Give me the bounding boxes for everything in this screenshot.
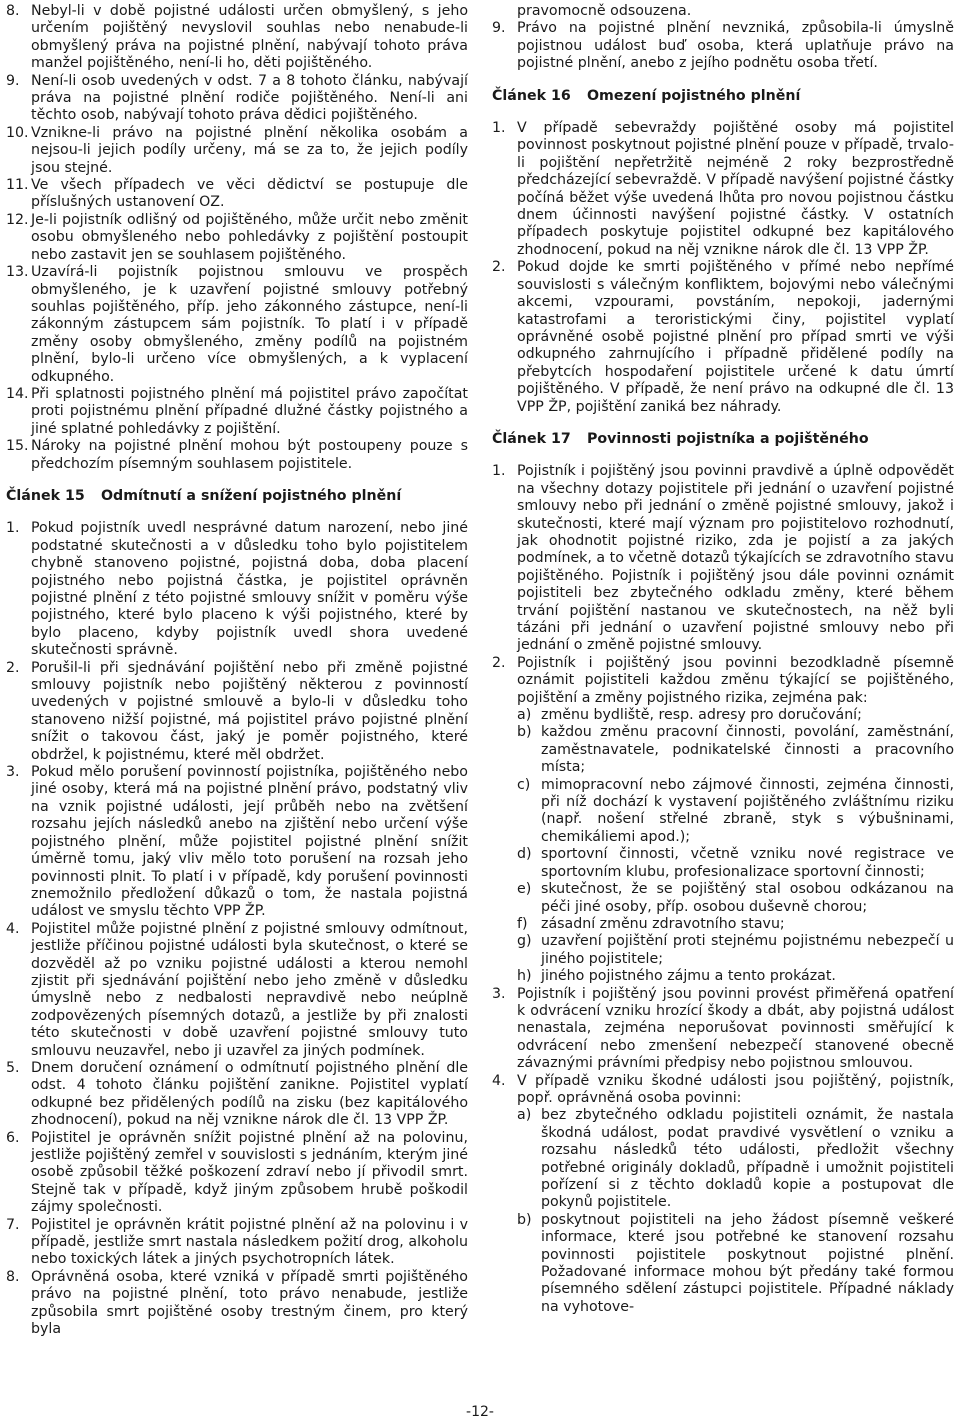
paragraph-number: 10. [6, 124, 29, 141]
paragraph-number: 13. [6, 264, 29, 281]
paragraph-text: Není-li osob uvedených v odst. 7 a 8 tohoto článku, nabývají práva na pojistné plnění rodiče pojištěného. Není-li ani těchto osob, nabývají tohoto práva dědici pojištěného. [31, 72, 468, 124]
paragraph-text: Pojistitel je oprávněn krátit pojistné plnění až na polovinu i v případě, jestliže smrt nastala následkem požití drog, alkoholu nebo toxických látek a jiných psychotropních látek. [31, 1216, 468, 1268]
sub-item [517, 881, 954, 916]
sub-item-text: každou změnu pracovní činnosti, povolání, zaměstnání, zaměstnavatele, podnikatelské činnosti a pracovního místa; [541, 724, 954, 776]
paragraph-text: Právo na pojistné plnění nevzniká, způsobila-li úmyslně pojistnou událost buď osoba, která uplatňuje právo na pojistné plnění, anebo z jejího podnětu osoba třetí. [517, 20, 954, 72]
paragraph-number: 1. [492, 463, 506, 480]
paragraph-text: Pojistník i pojištěný jsou povinni provést přiměřená opatření k odvrácení vzniku hrozící škody a dbát, aby pojistná událost nenastala, zejména neporušovat povinnosti směřující k odvrácení nebo zmenšení nebezpečí stanovené obecně závaznými právními předpisy nebo pojistnou smlouvou. [517, 985, 954, 1072]
paragraph-text: V případě sebevraždy pojištěné osoby má pojistitel povinnost poskytnout pojistné plnění pouze v případě, trvalo-li pojištění nepřetržitě nejméně 2 roky bezprostředně předcházející sebevraždě. V případě navýšení pojistné částky počíná běžet výše uvedená lhůta pro novou pojistnou částku dnem účinnosti navýšení pojistné částky. V ostatních případech poskytuje pojistitel odkupné bez kapitálového zhodnocení, pokud na něj vznikne nárok dle čl. 13 VPP ŽP. [517, 120, 954, 258]
sub-item-text: sportovní činnosti, včetně vzniku nové registrace ve sportovním klubu, profesionalizace sportovní činnosti; [541, 846, 954, 880]
article-14-paragraphs [6, 3, 468, 473]
paragraph-text: Pokud mělo porušení povinností pojistníka, pojištěného nebo jiné osoby, která má na pojistné plnění právo, podstatný vliv na vznik pojistné události, její průběh nebo na zvětšení rozsahu jejích následků anebo na zjištění nebo určení výše pojistného plnění, může pojistitel pojistné plnění snížit úměrně tomu, jaký vliv mělo toto porušení na rozsah jeho povinnosti plnit. To platí i v případě, kdy porušení povinnosti znemožnilo předložení důkazů o tom, že nastala pojistná událost ve smyslu těchto VPP ŽP. [31, 764, 468, 920]
sub-item-letter: c) [517, 776, 531, 793]
paragraph-number: 6. [6, 1129, 20, 1146]
sub-item-letter: g) [517, 933, 532, 950]
article-number: Článek 16 [492, 87, 571, 104]
paragraph-number: 4. [492, 1072, 506, 1089]
paragraph-number: 9. [6, 72, 20, 89]
paragraph [492, 986, 954, 1073]
paragraph-number: 8. [6, 1268, 20, 1285]
sub-item-text: jiného pojistného zájmu a tento prokázat. [541, 968, 836, 985]
sub-item-letter: d) [517, 846, 532, 863]
sub-item [517, 777, 954, 847]
sub-item-text: změnu bydliště, resp. adresy pro doručování; [541, 707, 862, 724]
sub-item [517, 724, 954, 776]
article-title: Povinnosti pojistníka a pojištěného [587, 430, 869, 447]
sub-item-text: skutečnost, že se pojištěný stal osobou odkázanou na péči jiné osoby, příp. osobou duševně chorou; [541, 881, 954, 915]
paragraph [6, 1130, 468, 1217]
sub-item-text: zásadní změnu zdravotního stavu; [541, 915, 785, 932]
paragraph-text: Pojistník i pojištěný jsou povinni bezodkladně písemně oznámit pojistiteli každou změnu týkající se pojištěného, pojištění a změny pojistného rizika, zejména pak: [517, 654, 954, 706]
sub-item [517, 933, 954, 968]
left-column [6, 3, 468, 1338]
paragraph-number: 7. [6, 1216, 20, 1233]
article-16-heading [492, 88, 954, 105]
paragraph-body [517, 655, 954, 986]
paragraph [6, 125, 468, 177]
paragraph-body [517, 1073, 954, 1317]
paragraph [6, 177, 468, 212]
paragraph [6, 264, 468, 386]
page-number: -12- [466, 1404, 494, 1420]
article-number: Článek 15 [6, 487, 85, 504]
sub-item [517, 846, 954, 881]
sub-item [517, 916, 954, 933]
article-17-heading [492, 431, 954, 448]
sub-item-text: poskytnout pojistiteli na jeho žádost písemně veškeré informace, které jsou potřebné ke stanovení rozsahu povinnosti pojistitele poskytnout pojistné plnění. Požadované informace mohou být předány také formou písemného sdělení zástupci pojistitele. Případné náklady na vyhotove- [541, 1211, 954, 1315]
paragraph-text: Pojistitel je oprávněn snížit pojistné plnění až na polovinu, jestliže pojištěný zemřel v souvislosti s jednáním, kterým jiné osobě způsobil těžké poškození zdraví nebo jí přivodil smrt. Stejně tak v případě, když jiným způsobem hrubě poškodil zájmy společnosti. [31, 1129, 468, 1216]
paragraph [492, 120, 954, 259]
paragraph [492, 655, 954, 986]
sub-item-letter: h) [517, 968, 532, 985]
paragraph-text: Při splatnosti pojistného plnění má pojistitel právo započítat proti pojistnému plnění případné dlužné částky pojistného a jiné splatné pohledávky z pojištění. [31, 385, 468, 437]
sub-item [517, 1107, 954, 1211]
continued-text: pravomocně odsouzena. [517, 3, 692, 19]
paragraph-number: 8. [6, 3, 20, 19]
article-16-paragraphs [492, 120, 954, 416]
paragraph [6, 764, 468, 921]
article-title: Omezení pojistného plnění [587, 87, 801, 104]
sub-item-letter: b) [517, 724, 532, 741]
sub-item [517, 968, 954, 985]
paragraph [6, 660, 468, 764]
paragraph-text: Nebyl-li v době pojistné události určen obmyšlený, s jeho určením pojištěný nevyslovil souhlas nebo nenabude-li obmyšlený práva na pojistné plnění, nabývají tohoto práva manžel pojištěného, není-li ho, děti pojištěného. [31, 3, 468, 72]
paragraph-text: Pojistník i pojištěný jsou povinni pravdivě a úplně odpovědět na všechny dotazy pojistitele při jednání o uzavření pojistné smlouvy nebo při jednání o změně pojistné smlouvy, jakož i skutečnosti, které mají význam pro pojistitelovo rozhodnutí, jak ohodnotit pojistné riziko, zda je pojistí a za jakých podmínek, a to včetně dotazů týkajících se zdravotního stavu pojištěného. Pojistník i pojištěný jsou dále povinni oznámit pojistiteli bez zbytečného odkladu změny, které během trvání pojištění nastanou ve skutečnostech, na něž byli tázáni při jednání o uzavření pojistné smlouvy nebo při jednání o změně pojistné smlouvy. [517, 463, 954, 654]
sub-item [517, 1212, 954, 1316]
paragraph-text: Dnem doručení oznámení o odmítnutí pojistného plnění dle odst. 4 tohoto článku pojištění zanikne. Pojistitel vyplatí odkupné bez přidělených podílů na zisku (bez kapitálového zhodnocení), pokud na něj vznikne nárok dle čl. 13 VPP ŽP. [31, 1059, 468, 1129]
sub-item-letter: b) [517, 1211, 532, 1228]
sub-item-text: mimopracovní nebo zájmové činnosti, zejména činnosti, při níž dochází k vystavení pojištěného zvláštnímu riziku (např. nošení střelné zbraně, styk s výbušninami, chemikáliemi apod.); [541, 776, 954, 845]
paragraph [6, 386, 468, 438]
article-number: Článek 17 [492, 430, 571, 447]
paragraph [492, 1073, 954, 1317]
paragraph [492, 463, 954, 654]
paragraph-text: Pokud dojde ke smrti pojištěného v přímé nebo nepřímé souvislosti s válečným konfliktem, bojovými nebo válečnými akcemi, vzpourami, povstáním, nepokoji, jadernými katastrofami a teroristickými činy, pojistitel vyplatí oprávněné osobě pojistné plnění pro případ smrti ve výši odkupného zahrnujícího i případně přidělené podíly na přebytcích hospodaření pojistitele určené k datu úmrtí pojištěného. V případě, že není právo na odkupné dle čl. 13 VPP ŽP, pojištění zaniká bez náhrady. [517, 259, 954, 415]
article-title: Odmítnutí a snížení pojistného plnění [101, 487, 402, 504]
paragraph-number: 12. [6, 211, 29, 228]
sub-item-text: uzavření pojištění proti stejnému pojistnému nebezpečí u jiného pojistitele; [541, 933, 954, 967]
sub-list [517, 1107, 954, 1316]
sub-item [517, 707, 954, 724]
paragraph [6, 921, 468, 1060]
paragraph [6, 1269, 468, 1339]
paragraph-text: Porušil-li při sjednávání pojištění nebo při změně pojistné smlouvy pojistník nebo pojištěný některou z povinností uvedených v pojistné smlouvě a bylo-li v důsledku toho stanoveno nižší pojistné, má pojistitel právo pojistné plnění snížit o takovou část, jaký je poměr pojistného, které obdržel, k pojistnému, které měl obdržet. [31, 659, 468, 763]
paragraph-number: 2. [492, 654, 506, 671]
paragraph-number: 1. [6, 520, 20, 537]
paragraph-text: Pojistitel může pojistné plnění z pojistné smlouvy odmítnout, jestliže příčinou pojistné události byla skutečnost, o které se dozvěděl až po vzniku pojistné události a kterou nemohl zjistit při sjednávání pojištění nebo jeho změně v důsledku úmyslně nebo z nedbalosti nepravdivě nebo neúplně zodpovězených písemných dotazů, a jestliže by při znalosti této skutečnosti v době uzavření pojistné smlouvy tuto smlouvu neuzavřel, nebo ji uzavřel za jiných podmínek. [31, 920, 468, 1059]
paragraph-number: 3. [6, 764, 20, 781]
paragraph [492, 20, 954, 72]
paragraph-text: Pokud pojistník uvedl nesprávné datum narození, nebo jiné podstatné skutečnosti a v důsledku toho bylo pojistitelem chybně stanoveno pojistné, pojistná doba, doba placení pojistného nebo pojistná částka, je pojistitel oprávněn pojistné plnění z této pojistné smlouvy snížit v poměru výše pojistného, které bylo placeno k výši pojistného, které by bylo placeno, kdyby pojistník uvedl shora uvedené skutečnosti správně. [31, 520, 468, 659]
sub-item-letter: e) [517, 881, 532, 898]
article-15-paragraphs-cont [492, 20, 954, 72]
sub-list [517, 707, 954, 986]
sub-item-letter: f) [517, 915, 528, 932]
paragraph-number: 11. [6, 177, 29, 194]
paragraph-number: 9. [492, 20, 506, 37]
paragraph [492, 259, 954, 416]
paragraph-number: 2. [492, 259, 506, 276]
paragraph [6, 1217, 468, 1269]
paragraph-text: V případě vzniku škodné události jsou pojištěný, pojistník, popř. oprávněná osoba povinni: [517, 1072, 954, 1106]
paragraph-number: 3. [492, 985, 506, 1002]
paragraph [6, 438, 468, 473]
paragraph-text: Nároky na pojistné plnění mohou být postoupeny pouze s předchozím písemným souhlasem pojistitele. [31, 438, 468, 472]
paragraph [6, 1060, 468, 1130]
article-15-heading [6, 488, 468, 505]
paragraph-number: 4. [6, 920, 20, 937]
paragraph-text: Vznikne-li právo na pojistné plnění několika osobám a nejsou-li jejich podíly určeny, má se za to, že jejich podíly jsou stejné. [31, 124, 468, 176]
paragraph-text: Uzavírá-li pojistník pojistnou smlouvu ve prospěch obmyšleného, je k uzavření pojistné smlouvy potřebný souhlas pojištěného, příp. jeho zákonného zástupce, není-li zákonným zástupcem sám pojistník. To platí i v případě změny osoby obmyšleného, změny podílů na pojistném plnění, bylo-li určeno více obmyšlených, a k vyplacení odkupného. [31, 264, 468, 385]
paragraph [6, 212, 468, 264]
paragraph-text: Je-li pojistník odlišný od pojištěného, může určit nebo změnit osobu obmyšleného nebo pohledávky z pojištění postoupit nebo zastavit jen se souhlasem pojištěného. [31, 211, 468, 263]
paragraph-number: 5. [6, 1059, 20, 1076]
paragraph-number: 14. [6, 385, 29, 402]
right-column [492, 3, 954, 1316]
sub-item-letter: a) [517, 1107, 532, 1124]
paragraph-text: Ve všech případech ve věci dědictví se postupuje dle příslušných ustanovení OZ. [31, 177, 468, 211]
paragraph-number: 1. [492, 120, 506, 137]
paragraph [6, 3, 468, 73]
paragraph-number: 15. [6, 438, 29, 455]
paragraph [6, 73, 468, 125]
article-15-paragraphs [6, 520, 468, 1338]
paragraph-text: Oprávněná osoba, které vzniká v případě smrti pojištěného právo na pojistné plnění, toto právo nenabude, jestliže způsobila smrt pojištěné osoby trestným činem, pro který byla [31, 1268, 468, 1338]
paragraph [6, 520, 468, 659]
sub-item-letter: a) [517, 707, 532, 724]
paragraph-number: 2. [6, 659, 20, 676]
sub-item-text: bez zbytečného odkladu pojistiteli oznámit, že nastala škodná událost, podat pravdivé vysvětlení o vzniku a rozsahu následků této události, předložit všechny potřebné originály dokladů, případně i umožnit pojistiteli pořízení si z těchto dokladů kopie a postupovat dle pokynů pojistitele. [541, 1107, 954, 1211]
